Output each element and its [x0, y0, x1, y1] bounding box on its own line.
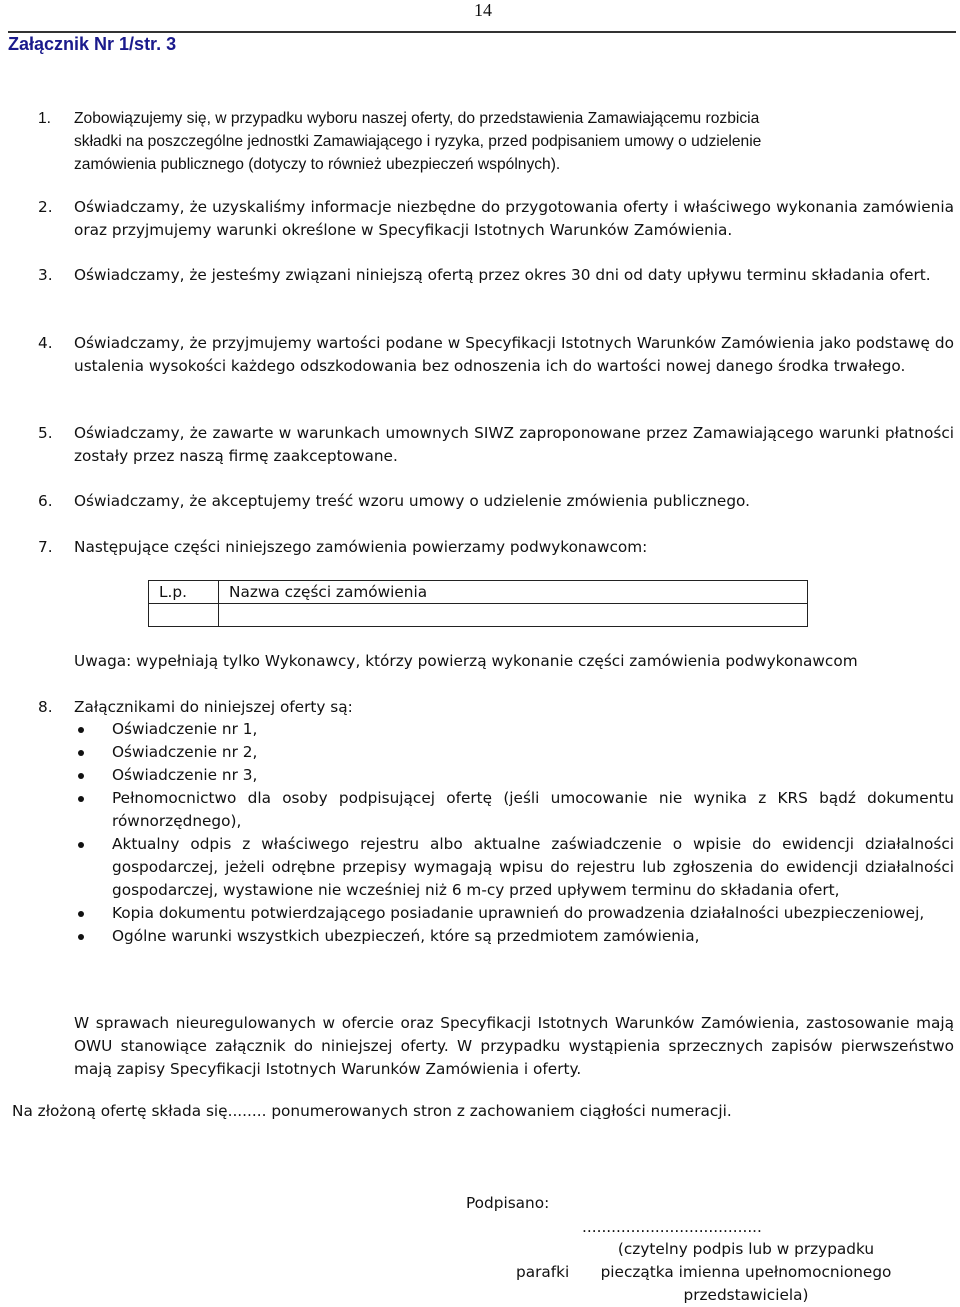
attachment-title: Załącznik Nr 1/str. 3: [8, 34, 177, 54]
item-text: Oświadczamy, że przyjmujemy wartości podane w Specyfikacji Istotnych Warunków Zamówienia jako podstawę do ustalenia wysokości każdego odszkodowania bez odnoszenia ich do wartości nowej danego środka trwałego.: [74, 334, 954, 375]
list-item-text: Oświadczenie nr 1,: [112, 720, 258, 738]
attachments-list: [74, 718, 954, 948]
list-item: [74, 833, 954, 902]
bullet-icon: [78, 842, 84, 848]
general-provisions-paragraph: W sprawach nieuregulowanych w ofercie oraz Specyfikacji Istotnych Warunków Zamówienia, zastosowanie mają OWU stanowiące załącznik do niniejszej oferty. W przypadku wystąpienia sprzecznych zapisów pierwszeństwo mają zapisy Specyfikacji Istotnych Warunków Zamówienia i oferty.: [74, 1014, 954, 1078]
item-number: 3.: [38, 266, 53, 284]
bullet-icon: [78, 773, 84, 779]
table-header-cell: Nazwa części zamówienia: [219, 581, 808, 604]
table-cell: [149, 604, 219, 627]
list-item-text: Pełnomocnictwo dla osoby podpisującej ofertę (jeśli umocowanie nie wynika z KRS bądź dokumentu równorzędnego),: [112, 789, 954, 830]
bullet-icon: [78, 727, 84, 733]
list-item: [74, 925, 954, 948]
table-header-cell: L.p.: [149, 581, 219, 604]
table-cell: [219, 604, 808, 627]
list-item: [74, 787, 954, 833]
item-text: Oświadczamy, że akceptujemy treść wzoru umowy o udzielenie zmówienia publicznego.: [74, 492, 750, 510]
page-count-statement: Na złożoną ofertę składa się........ ponumerowanych stron z zachowaniem ciągłości numeracji.: [12, 1102, 732, 1120]
subcontractor-table: [148, 580, 808, 627]
bullet-icon: [78, 911, 84, 917]
item-number: 6.: [38, 492, 53, 510]
signature-caption: [586, 1238, 906, 1307]
table-note: Uwaga: wypełniają tylko Wykonawcy, którzy powierzą wykonanie części zamówienia podwykonawcom: [74, 652, 858, 670]
paraph-label: parafki: [516, 1263, 570, 1281]
table-header-row: [149, 581, 808, 604]
item-number: 1.: [38, 110, 52, 127]
item-number: 2.: [38, 198, 53, 216]
item-number: 5.: [38, 424, 53, 442]
signed-label: Podpisano:: [466, 1194, 550, 1212]
item-text: Załącznikami do niniejszej oferty są:: [74, 698, 353, 716]
item-text: [74, 107, 954, 176]
item-number: 4.: [38, 334, 53, 352]
list-item-text: Oświadczenie nr 3,: [112, 766, 258, 784]
item-text-line: zamówienia publicznego (dotyczy to również ubezpieczeń wspólnych).: [74, 156, 561, 173]
item-number: 8.: [38, 698, 53, 716]
bullet-icon: [78, 934, 84, 940]
item-text: Oświadczamy, że jesteśmy związani niniejszą ofertą przez okres 30 dni od daty upływu terminu składania ofert.: [74, 266, 931, 284]
signature-caption-line: przedstawiciela): [683, 1286, 809, 1304]
signature-caption-line: pieczątka imienna upełnomocnionego: [600, 1263, 892, 1281]
table-row: [149, 604, 808, 627]
list-item-text: Kopia dokumentu potwierdzającego posiadanie uprawnień do prowadzenia działalności ubezpieczeniowej,: [112, 904, 925, 922]
item-text: Oświadczamy, że uzyskaliśmy informacje niezbędne do przygotowania oferty i właściwego wykonania zamówienia oraz przyjmujemy warunki określone w Specyfikacji Istotnych Warunków Zamówienia.: [74, 198, 954, 239]
signature-line: .....................................: [582, 1218, 762, 1236]
item-text: Następujące części niniejszego zamówienia powierzamy podwykonawcom:: [74, 538, 648, 556]
signature-caption-line: (czytelny podpis lub w przypadku: [617, 1240, 875, 1258]
header-rule: [8, 31, 956, 33]
item-text-line: składki na poszczególne jednostki Zamawiającego i ryzyka, przed podpisaniem umowy o udzielenie: [74, 133, 762, 150]
list-item: [74, 902, 954, 925]
list-item-text: Aktualny odpis z właściwego rejestru albo aktualne zaświadczenie o wpisie do ewidencji działalności gospodarczej, jeżeli odrębne przepisy wymagają wpisu do rejestru lub zgłoszenia do ewidencji działalności gospodarczej, wystawione nie wcześniej niż 6 m-cy przed upływem terminu do składania ofert,: [112, 835, 954, 899]
list-item: [74, 741, 954, 764]
item-text-line: Zobowiązujemy się, w przypadku wyboru naszej oferty, do przedstawienia Zamawiającemu rozbicia: [74, 110, 760, 127]
bullet-icon: [78, 750, 84, 756]
page-number: 14: [474, 0, 492, 20]
list-item: [74, 764, 954, 787]
list-item-text: Oświadczenie nr 2,: [112, 743, 258, 761]
list-item: [74, 718, 954, 741]
bullet-icon: [78, 796, 84, 802]
list-item-text: Ogólne warunki wszystkich ubezpieczeń, które są przedmiotem zamówienia,: [112, 927, 700, 945]
item-number: 7.: [38, 538, 53, 556]
item-text: Oświadczamy, że zawarte w warunkach umownych SIWZ zaproponowane przez Zamawiającego warunki płatności zostały przez naszą firmę zaakceptowane.: [74, 424, 954, 465]
